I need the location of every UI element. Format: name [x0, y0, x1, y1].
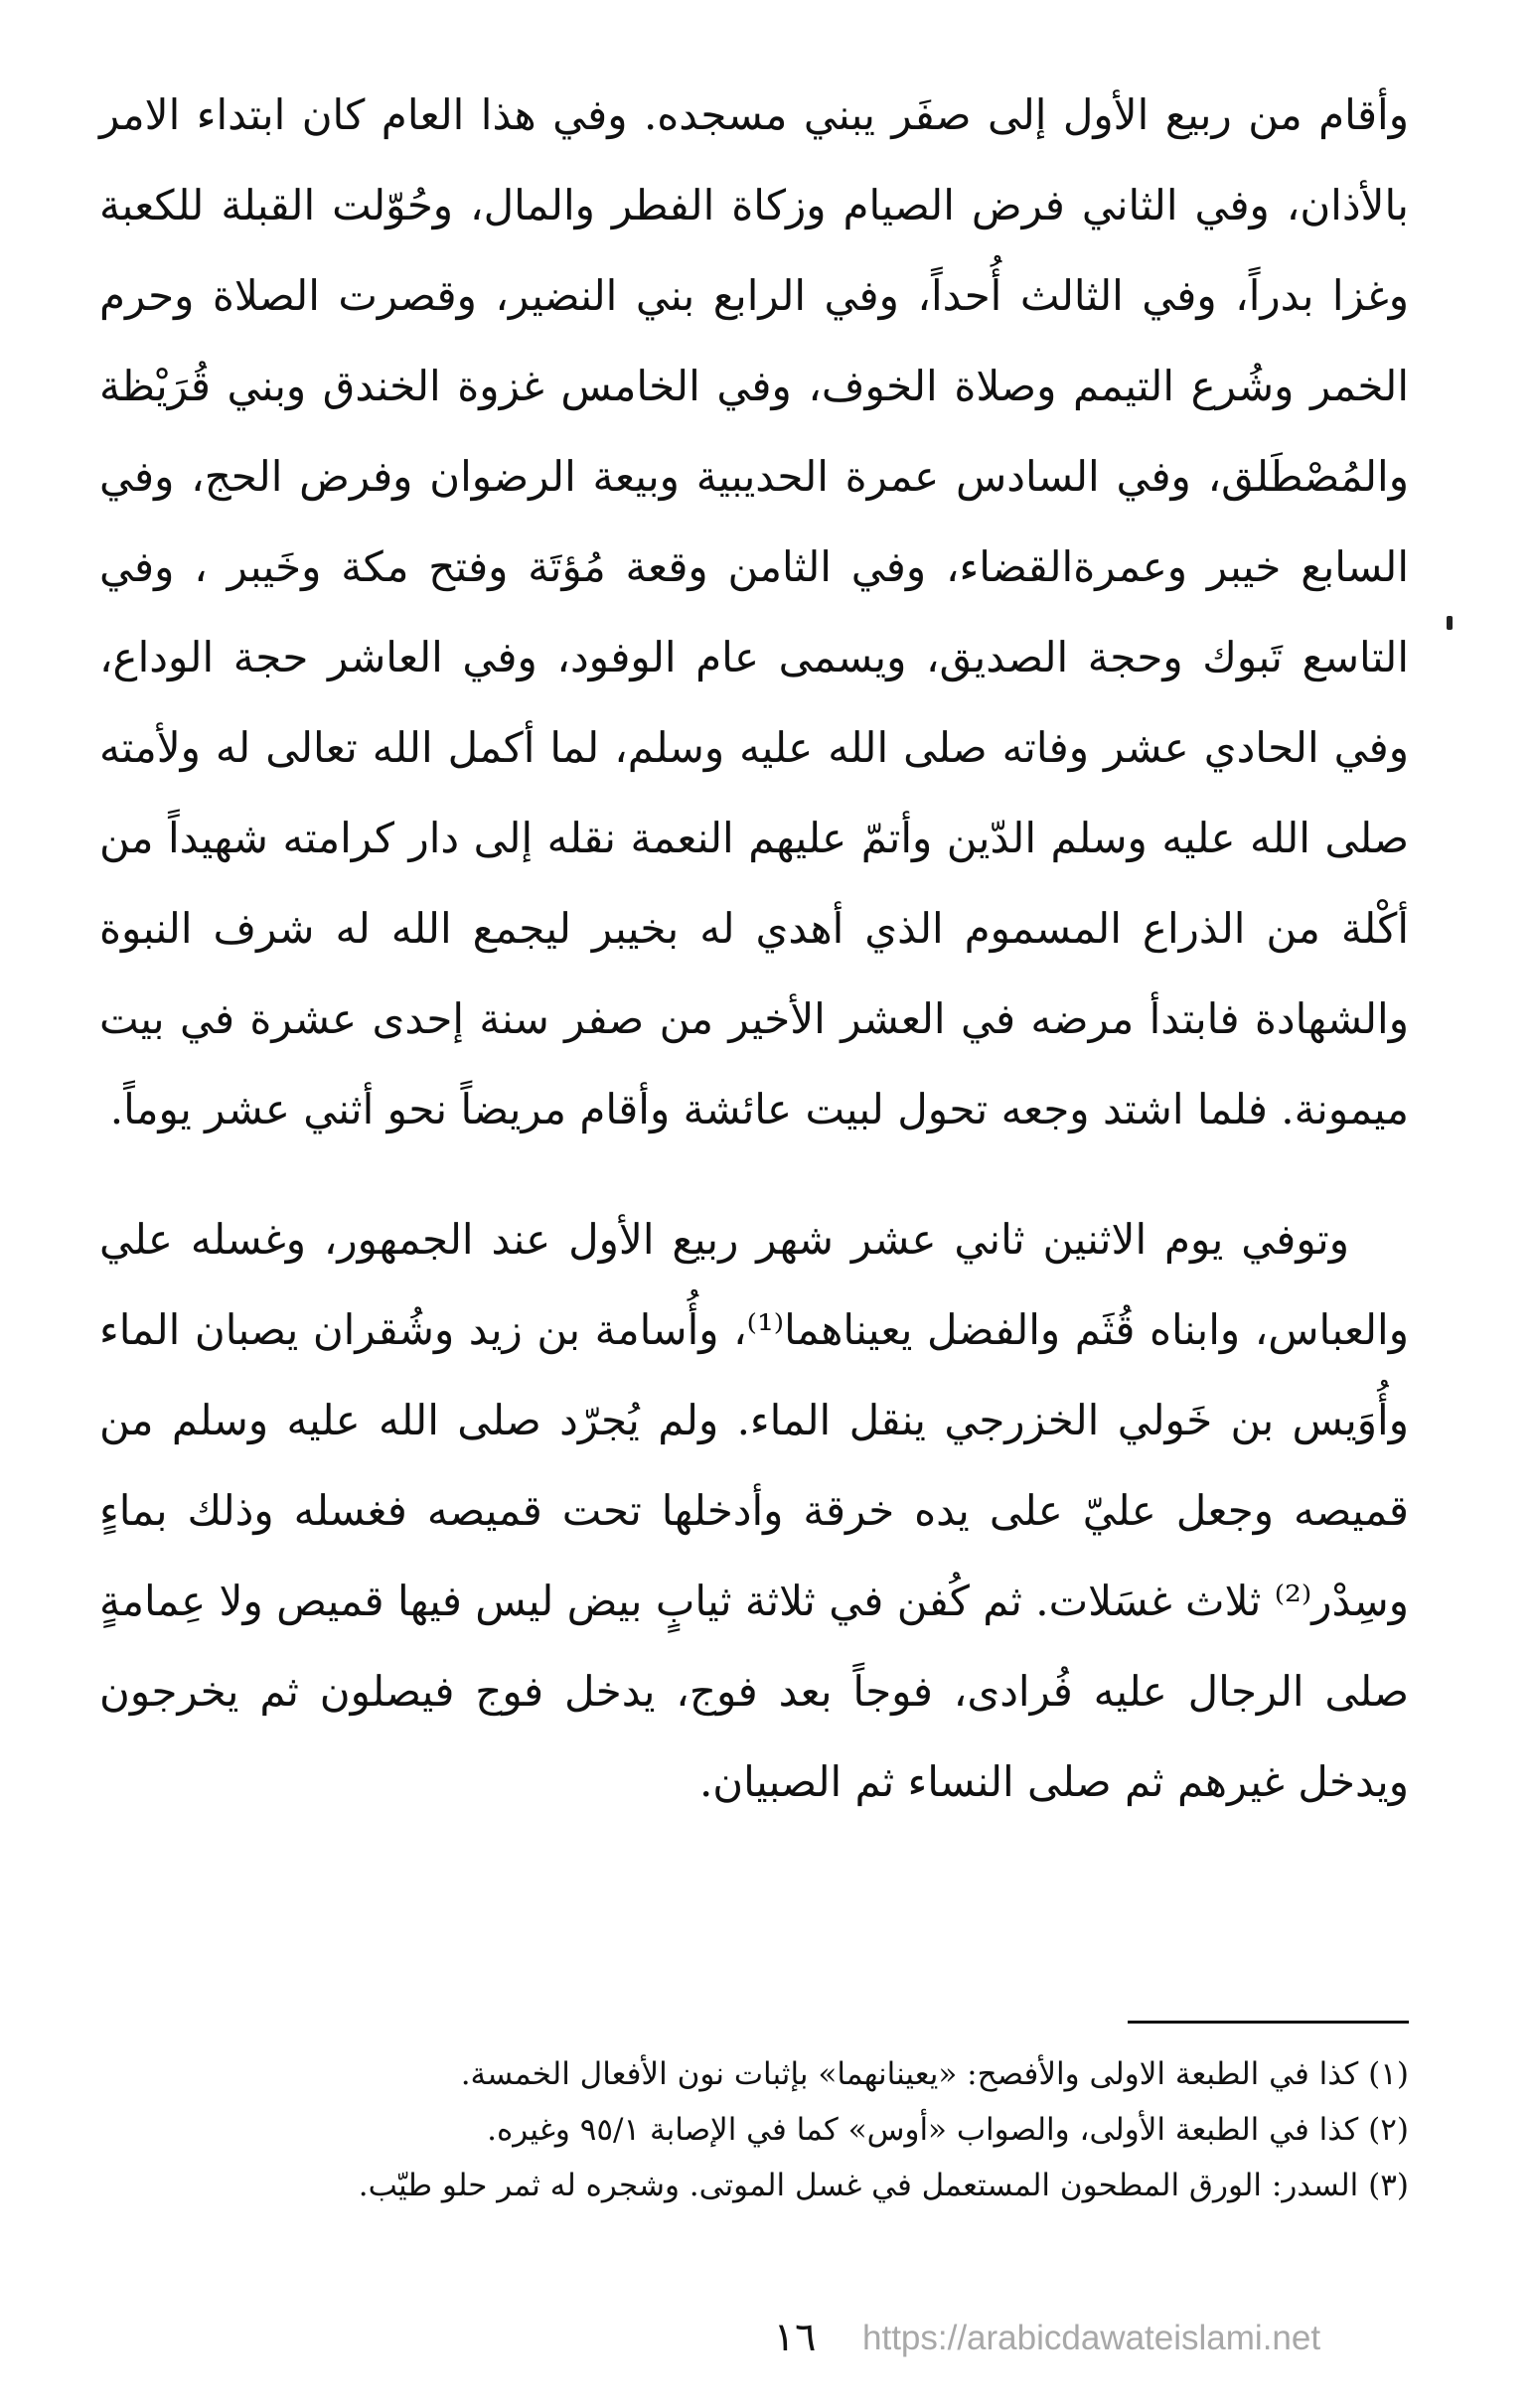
footnote-3: (٣) السدر: الورق المطحون المستعمل في غسل الموتى. وشجره له ثمر حلو طيّب.	[358, 2168, 1409, 2203]
main-text	[99, 70, 1409, 1827]
footnotes	[99, 2046, 1409, 2213]
margin-mark	[1447, 616, 1453, 630]
watermark-url: https://arabicdawateislami.net	[862, 2319, 1321, 2357]
paragraph-1: وأقام من ربيع الأول إلى صفَر يبني مسجده. وفي هذا العام كان ابتداء الامر بالأذان، وفي الثاني فرض الصيام وزكاة الفطر والمال، وحُوّلت القبلة للكعبة وغزا بدراً، وفي الثالث أُحداً، وفي الرابع بني النضير، وقصرت الصلاة وحرم الخمر وشُرع التيمم وصلاة الخوف، وفي الخامس غزوة الخندق وبني قُرَيْظة والمُصْطَلق، وفي السادس عمرة الحديبية وبيعة الرضوان وفرض الحج، وفي السابع خيبر وعمرةالقضاء، وفي الثامن وقعة مُؤتَة وفتح مكة وخَيبر ، وفي التاسع تَبوك وحجة الصديق، ويسمى عام الوفود، وفي العاشر حجة الوداع، وفي الحادي عشر وفاته صلى الله عليه وسلم، لما أكمل الله تعالى له ولأمته صلى الله عليه وسلم الدّين وأتمّ عليهم النعمة نقله إلى دار كرامته شهيداً من أكْلة من الذراع المسموم الذي أهدي له بخيبر ليجمع الله له شرف النبوة والشهادة فابتدأ مرضه في العشر الأخير من صفر سنة إحدى عشرة في بيت ميمونة. فلما اشتد وجعه تحول لبيت عائشة وأقام مريضاً نحو أثني عشر يوماً.	[99, 90, 1410, 1133]
footnote-separator	[1128, 2021, 1409, 2024]
page-number: ١٦	[773, 2315, 817, 2360]
footnote-1: (١) كذا في الطبعة الاولى والأفصح: «يعينانهما» بإثبات نون الأفعال الخمسة.	[460, 2056, 1409, 2092]
footnote-2: (٢) كذا في الطبعة الأولى، والصواب «أوس» كما في الإصابة ٩٥/١ وغيره.	[487, 2112, 1409, 2148]
paragraph-2: وتوفي يوم الاثنين ثاني عشر شهر ربيع الأول عند الجمهور، وغسله علي والعباس، وابناه قُثَم والفضل يعيناهما⁽¹⁾، وأُسامة بن زيد وشُقران يصبان الماء وأُوَيس بن خَولي الخزرجي ينقل الماء. ولم يُجرّد صلى الله عليه وسلم من قميصه وجعل عليّ على يده خرقة وأدخلها تحت قميصه فغسله وذلك بماءٍ وسِدْر⁽²⁾ ثلاث غسَلات. ثم كُفن في ثلاثة ثيابٍ بيض ليس فيها قميص ولا عِمامةٍ صلى الرجال عليه فُرادى، فوجاً بعد فوج، يدخل فوج فيصلون ثم يخرجون ويدخل غيرهم ثم صلى النساء ثم الصبيان.	[99, 1215, 1409, 1806]
